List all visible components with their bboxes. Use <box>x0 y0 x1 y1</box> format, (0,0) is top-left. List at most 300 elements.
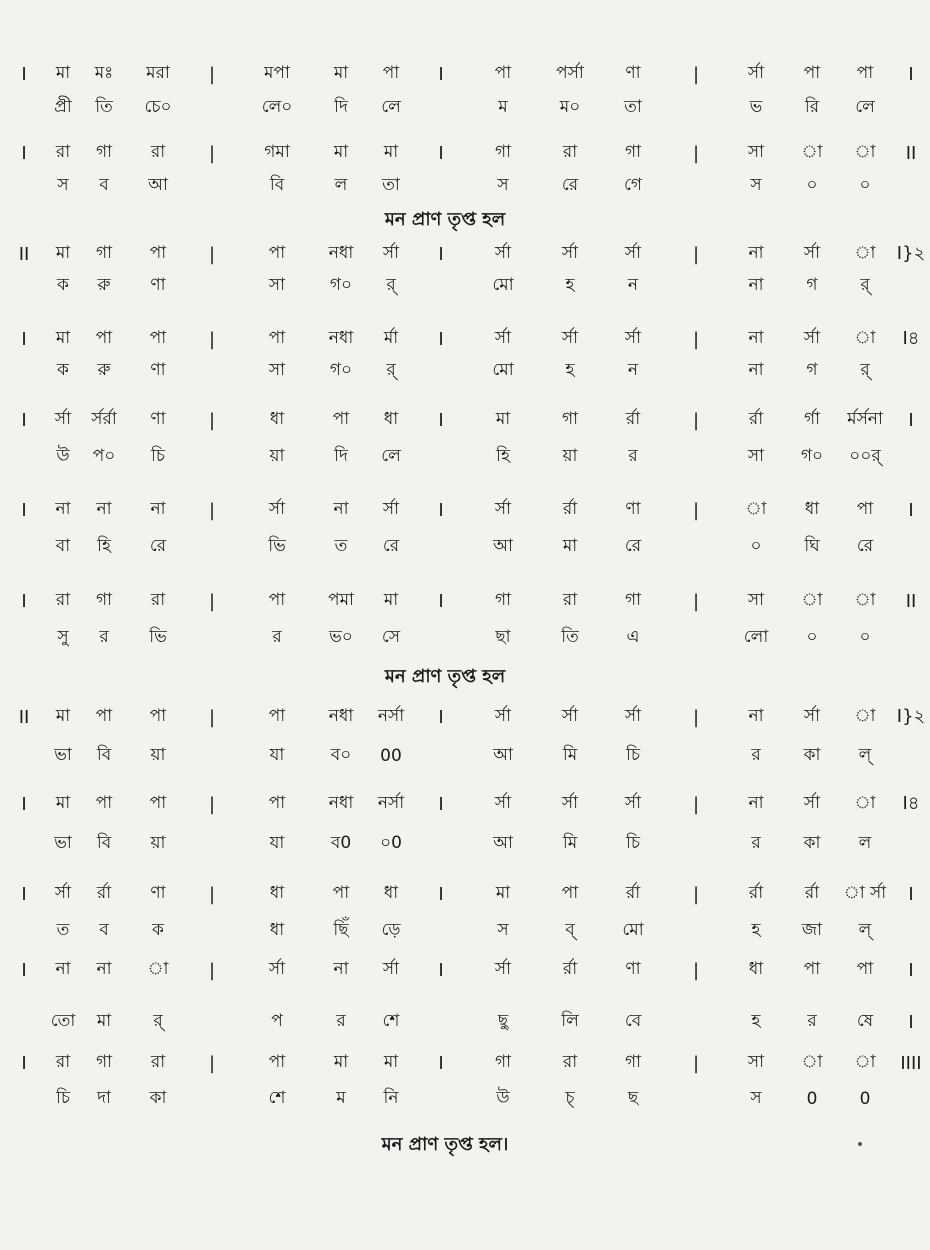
lyric-row <box>0 440 890 474</box>
swara-note: র্রা <box>562 959 578 979</box>
refrain-heading: মন প্রাণ তৃপ্ত হল <box>384 209 506 230</box>
swara-row <box>0 1046 922 1080</box>
lyric-syllable: ০ <box>806 627 818 647</box>
barline: | <box>208 409 216 431</box>
swara-note: গা <box>624 590 642 610</box>
barline: I}২ <box>896 705 926 727</box>
swara-note: মা <box>495 409 511 429</box>
swara-note: গা <box>561 409 579 429</box>
swara-note: ণা <box>150 883 166 903</box>
swara-note: পা <box>268 1052 286 1072</box>
lyric-syllable: য়া <box>150 745 166 765</box>
swara-note: পা <box>332 409 350 429</box>
barline: I৪ <box>902 792 920 814</box>
swara-note: সা <box>747 1052 765 1072</box>
lyric-syllable: ব0 <box>330 833 352 853</box>
lyric-syllable: তো <box>50 1011 76 1031</box>
swara-note: র্সা <box>803 328 821 348</box>
lyric-syllable: র <box>628 446 638 466</box>
lyric-syllable: ছা <box>495 627 511 647</box>
swara-note: গা <box>95 243 113 263</box>
lyric-syllable: বি <box>269 175 285 195</box>
lyric-syllable: র <box>272 627 282 647</box>
swara-note: না <box>748 328 764 348</box>
lyric-syllable: তি <box>561 627 579 647</box>
swara-note: র্সর্রা <box>91 409 117 429</box>
lyric-syllable: মো <box>492 275 514 295</box>
lyric-syllable: দি <box>334 446 348 466</box>
swara-note: মা <box>333 1052 349 1072</box>
lyric-syllable: র্ <box>153 1011 163 1031</box>
refrain-heading: মন প্রাণ তৃপ্ত হল <box>384 666 506 687</box>
barline: II <box>18 243 30 265</box>
swara-note: া <box>801 590 823 610</box>
barline: I <box>908 959 914 981</box>
swara-note: া <box>854 793 876 813</box>
swara-note: র্সা <box>268 499 286 519</box>
swara-note: মরা <box>146 63 170 83</box>
lyric-syllable: 00 <box>380 746 402 766</box>
swara-note: মা <box>55 706 71 726</box>
swara-note: নধা <box>328 706 354 726</box>
swara-note: র্সা <box>624 793 642 813</box>
swara-note: পা <box>149 243 167 263</box>
swara-note: পা <box>149 328 167 348</box>
swara-note: না <box>96 499 112 519</box>
swara-note: না <box>55 959 71 979</box>
swara-note: র্সা <box>624 328 642 348</box>
swara-note: রা <box>562 590 578 610</box>
barline: | <box>692 409 700 431</box>
swara-note: া <box>854 328 876 348</box>
swara-note: গমা <box>264 142 290 162</box>
swara-note: া <box>745 499 767 519</box>
swara-note: ধা <box>269 883 285 903</box>
swara-note: ণা <box>150 409 166 429</box>
lyric-syllable: মা <box>562 536 578 556</box>
swara-note: ধা <box>804 499 820 519</box>
lyric-syllable: ব্ <box>565 920 575 940</box>
lyric-row <box>0 530 890 564</box>
lyric-syllable: 0 <box>859 1089 871 1109</box>
swara-note: পা <box>149 793 167 813</box>
lyric-syllable: তা <box>382 175 400 195</box>
swara-note: র্সা <box>268 959 286 979</box>
swara-note: রা <box>55 590 71 610</box>
lyric-syllable: মো <box>492 360 514 380</box>
lyric-syllable: র্ <box>860 275 870 295</box>
lyric-syllable: র <box>751 745 761 765</box>
barline: | <box>692 328 700 350</box>
barline: | <box>208 959 216 981</box>
paper-speck <box>858 1142 862 1146</box>
swara-note: রা <box>562 1052 578 1072</box>
swara-note: র্সা <box>561 243 579 263</box>
barline: | <box>208 142 216 164</box>
swara-note: র্সা <box>803 793 821 813</box>
swara-row <box>0 57 914 91</box>
barline: I <box>21 63 27 85</box>
swara-note: র্সা <box>382 499 400 519</box>
swara-note: না <box>748 243 764 263</box>
swara-note: মঃ <box>94 63 114 83</box>
lyric-syllable: স <box>497 920 509 940</box>
swara-note: না <box>150 499 166 519</box>
swara-note: মা <box>55 243 71 263</box>
barline: II <box>18 706 30 728</box>
barline: I <box>908 1011 914 1033</box>
barline: I <box>438 63 444 85</box>
swara-note: পা <box>803 63 821 83</box>
swara-note: মা <box>55 793 71 813</box>
barline: | <box>692 793 700 815</box>
swara-note: না <box>333 959 349 979</box>
swara-note: না <box>748 706 764 726</box>
swara-note: র্মর্সনা <box>847 409 883 429</box>
lyric-syllable: ভ <box>749 97 763 117</box>
barline: | <box>208 883 216 905</box>
barline: | <box>208 793 216 815</box>
lyric-row <box>0 269 890 303</box>
lyric-syllable: সা <box>268 360 286 380</box>
lyric-syllable: ঘি <box>804 536 820 556</box>
lyric-syllable: ড়ে <box>381 920 401 940</box>
swara-note: নধা <box>328 793 354 813</box>
lyric-syllable: যা <box>269 833 285 853</box>
lyric-syllable: র্ <box>860 360 870 380</box>
lyric-syllable: ০০র্ <box>849 446 881 466</box>
swara-note: র্গা <box>803 409 821 429</box>
lyric-syllable: রে <box>624 536 642 556</box>
lyric-syllable: ল <box>858 833 872 853</box>
lyric-syllable: এ <box>626 627 640 647</box>
swara-note: র্রা <box>562 499 578 519</box>
barline: I <box>438 243 444 265</box>
swara-note: না <box>96 959 112 979</box>
swara-note: র্সা <box>382 959 400 979</box>
barline: | <box>692 706 700 728</box>
lyric-syllable: তা <box>624 97 642 117</box>
lyric-syllable: স <box>750 1088 762 1108</box>
lyric-syllable: সা <box>747 446 765 466</box>
swara-note: র্সা <box>561 706 579 726</box>
swara-note: পা <box>856 959 874 979</box>
lyric-syllable: বে <box>624 1011 642 1031</box>
lyric-syllable: ছ <box>627 1088 639 1108</box>
swara-note: র্সা <box>624 243 642 263</box>
swara-note: মা <box>333 142 349 162</box>
swara-note: সা <box>747 142 765 162</box>
swara-note: ণা <box>625 959 641 979</box>
lyric-syllable: মি <box>562 745 578 765</box>
lyric-syllable: বা <box>55 536 71 556</box>
lyric-syllable: গ০ <box>329 360 353 380</box>
barline: | <box>208 590 216 612</box>
lyric-syllable: প্রী <box>54 97 72 117</box>
swara-note: পা <box>268 328 286 348</box>
lyric-syllable: র <box>99 627 109 647</box>
swara-note: মা <box>383 1052 399 1072</box>
lyric-syllable: ধা <box>269 920 285 940</box>
lyric-syllable: ব <box>99 175 109 195</box>
lyric-syllable: শে <box>268 1088 286 1108</box>
barline: I <box>21 499 27 521</box>
barline: I <box>438 328 444 350</box>
swara-note: পা <box>95 328 113 348</box>
swara-note: া <box>854 243 876 263</box>
lyric-syllable: ক <box>57 360 69 380</box>
lyric-syllable: না <box>748 360 764 380</box>
lyric-syllable: যা <box>269 745 285 765</box>
swara-note: া <box>854 590 876 610</box>
barline: I <box>438 590 444 612</box>
lyric-syllable: ম০ <box>559 97 581 117</box>
lyric-syllable: জা <box>801 920 823 940</box>
swara-note: পা <box>494 63 512 83</box>
swara-note: ধা <box>748 959 764 979</box>
barline: II <box>905 142 917 164</box>
barline: IIII <box>900 1052 922 1074</box>
lyric-syllable: রে <box>149 536 167 556</box>
lyric-row <box>0 169 890 203</box>
barline: I <box>21 328 27 350</box>
lyric-syllable: য়া <box>150 833 166 853</box>
lyric-syllable: দি <box>334 97 348 117</box>
lyric-syllable: দা <box>97 1088 111 1108</box>
lyric-syllable: র <box>751 833 761 853</box>
swara-note: পা <box>856 63 874 83</box>
swara-note: পা <box>268 793 286 813</box>
swara-note: ণা <box>625 499 641 519</box>
swara-note: র্রা <box>625 883 641 903</box>
lyric-syllable: র <box>807 1011 817 1031</box>
swara-note: র্সা <box>624 706 642 726</box>
lyric-syllable: ভি <box>149 627 167 647</box>
swara-note: রা <box>55 142 71 162</box>
swara-note: র্মা <box>383 328 399 348</box>
lyric-syllable: ব <box>99 920 109 940</box>
lyric-syllable: ম <box>336 1088 346 1108</box>
lyric-row <box>0 827 890 861</box>
swara-note: মা <box>55 63 71 83</box>
lyric-row <box>0 739 890 773</box>
barline: I৪ <box>902 327 920 349</box>
lyric-syllable: র্ <box>386 360 396 380</box>
lyric-syllable: ছু <box>497 1011 509 1031</box>
lyric-syllable: মা <box>96 1011 112 1031</box>
lyric-syllable: ল্ <box>858 745 872 765</box>
barline: | <box>692 499 700 521</box>
swara-note: গা <box>494 590 512 610</box>
swara-note: গা <box>95 1052 113 1072</box>
barline: I <box>438 1052 444 1074</box>
swara-note: নর্সা <box>377 706 405 726</box>
lyric-syllable: ক <box>152 920 164 940</box>
lyric-syllable: ত <box>56 920 70 940</box>
lyric-row <box>0 1082 890 1116</box>
lyric-syllable: চি <box>625 833 641 853</box>
lyric-syllable: প <box>271 1011 283 1031</box>
barline: I <box>908 883 914 905</box>
lyric-syllable: উ <box>496 1088 510 1108</box>
swara-note: র্সা <box>494 706 512 726</box>
swara-note: পর্সা <box>556 63 584 83</box>
lyric-syllable: ন <box>627 275 639 295</box>
barline: | <box>692 142 700 164</box>
swara-note: গা <box>494 1052 512 1072</box>
barline: | <box>208 63 216 85</box>
swara-note: র্সা <box>382 243 400 263</box>
barline: I}২ <box>896 242 926 264</box>
barline: | <box>692 63 700 85</box>
swara-note: না <box>55 499 71 519</box>
swara-note: র্রা <box>748 409 764 429</box>
barline: I <box>21 883 27 905</box>
lyric-syllable: ০ <box>859 175 871 195</box>
lyric-syllable: উ <box>56 446 70 466</box>
swara-row <box>0 953 914 987</box>
swara-note: র্রা <box>748 883 764 903</box>
barline: | <box>208 499 216 521</box>
barline: I <box>438 959 444 981</box>
lyric-syllable: মি <box>562 833 578 853</box>
lyric-syllable: বি <box>96 833 112 853</box>
lyric-syllable: স <box>750 175 762 195</box>
barline: I <box>21 142 27 164</box>
barline: I <box>438 793 444 815</box>
swara-note: পমা <box>328 590 354 610</box>
lyric-syllable: লে <box>855 97 875 117</box>
lyric-syllable: হ <box>751 1011 761 1031</box>
barline: I <box>908 499 914 521</box>
swara-note: পা <box>382 63 400 83</box>
lyric-syllable: হি <box>97 536 111 556</box>
swara-note: া <box>801 142 823 162</box>
lyric-syllable: হ <box>751 920 761 940</box>
barline: I <box>21 1052 27 1074</box>
lyric-syllable: সা <box>268 275 286 295</box>
refrain-heading: মন প্রাণ তৃপ্ত হল। <box>381 1134 509 1155</box>
lyric-syllable: রে <box>856 536 874 556</box>
lyric-syllable: গে <box>623 175 643 195</box>
lyric-syllable: ছিঁ <box>333 920 349 940</box>
lyric-syllable: স <box>497 175 509 195</box>
swara-note: মা <box>383 142 399 162</box>
lyric-syllable: হ <box>565 275 575 295</box>
barline: I <box>908 63 914 85</box>
lyric-row <box>0 91 890 125</box>
swara-note: রা <box>150 1052 166 1072</box>
swara-note: ণা <box>625 63 641 83</box>
lyric-syllable: বি <box>96 745 112 765</box>
lyric-syllable: লে <box>381 446 401 466</box>
lyric-syllable: শে <box>382 1011 400 1031</box>
lyric-syllable: 0 <box>806 1089 818 1109</box>
lyric-syllable: ন <box>627 360 639 380</box>
swara-note: পা <box>268 243 286 263</box>
swara-note: র্সা <box>561 328 579 348</box>
swara-row <box>0 136 917 170</box>
barline: I <box>21 793 27 815</box>
lyric-syllable: ণা <box>150 275 166 295</box>
swara-note: মপা <box>264 63 290 83</box>
swara-note: র্সা <box>747 63 765 83</box>
barline: | <box>692 590 700 612</box>
lyric-syllable: রি <box>804 97 820 117</box>
lyric-syllable: কা <box>803 745 821 765</box>
swara-note: র্সা <box>494 328 512 348</box>
barline: | <box>208 243 216 265</box>
lyric-syllable: ক <box>57 275 69 295</box>
lyric-syllable: ০ <box>750 536 762 556</box>
barline: I <box>908 409 914 431</box>
lyric-syllable: হি <box>496 446 510 466</box>
barline: I <box>438 142 444 164</box>
lyric-syllable: ভি <box>268 536 286 556</box>
swara-note: পা <box>268 706 286 726</box>
swara-note: া র্সা <box>843 883 887 903</box>
lyric-syllable: লে০ <box>261 97 293 117</box>
barline: | <box>208 706 216 728</box>
swara-note: নধা <box>328 328 354 348</box>
swara-note: া <box>854 706 876 726</box>
swara-note: পা <box>268 590 286 610</box>
lyric-syllable: লো <box>743 627 769 647</box>
swara-note: র্রা <box>625 409 641 429</box>
swara-note: মা <box>333 63 349 83</box>
lyric-syllable: ব০ <box>330 745 352 765</box>
lyric-syllable: ত <box>334 536 348 556</box>
swara-row <box>0 584 917 618</box>
lyric-syllable: ম <box>498 97 508 117</box>
swara-note: া <box>147 959 169 979</box>
swara-note: নর্সা <box>377 793 405 813</box>
barline: | <box>692 1052 700 1074</box>
lyric-syllable: ষে <box>856 1011 874 1031</box>
lyric-syllable: স <box>57 175 69 195</box>
swara-note: রা <box>150 590 166 610</box>
swara-note: র্সা <box>494 793 512 813</box>
lyric-syllable: ল্ <box>858 920 872 940</box>
lyric-syllable: ল <box>334 175 348 195</box>
lyric-syllable: গ০ <box>800 446 824 466</box>
swara-note: র্রা <box>804 883 820 903</box>
swara-row <box>0 493 914 527</box>
lyric-syllable: নি <box>383 1088 399 1108</box>
lyric-syllable: য়া <box>562 446 578 466</box>
lyric-syllable: কা <box>149 1088 167 1108</box>
swara-note: মা <box>55 328 71 348</box>
swara-note: র্সা <box>494 243 512 263</box>
swara-note: পা <box>95 706 113 726</box>
lyric-row <box>0 354 890 388</box>
lyric-syllable: গ০ <box>329 275 353 295</box>
swara-note: া <box>854 142 876 162</box>
lyric-syllable: ০ <box>859 627 871 647</box>
swara-note: রা <box>562 142 578 162</box>
swara-note: রা <box>55 1052 71 1072</box>
swara-note: ধা <box>383 883 399 903</box>
barline: | <box>692 883 700 905</box>
swara-note: ধা <box>269 409 285 429</box>
lyric-syllable: রে <box>561 175 579 195</box>
swara-note: া <box>801 1052 823 1072</box>
swara-note: গা <box>494 142 512 162</box>
swara-note: গা <box>624 1052 642 1072</box>
swara-note: রা <box>150 142 166 162</box>
lyric-syllable: মো <box>622 920 644 940</box>
swara-note: র্রা <box>96 883 112 903</box>
